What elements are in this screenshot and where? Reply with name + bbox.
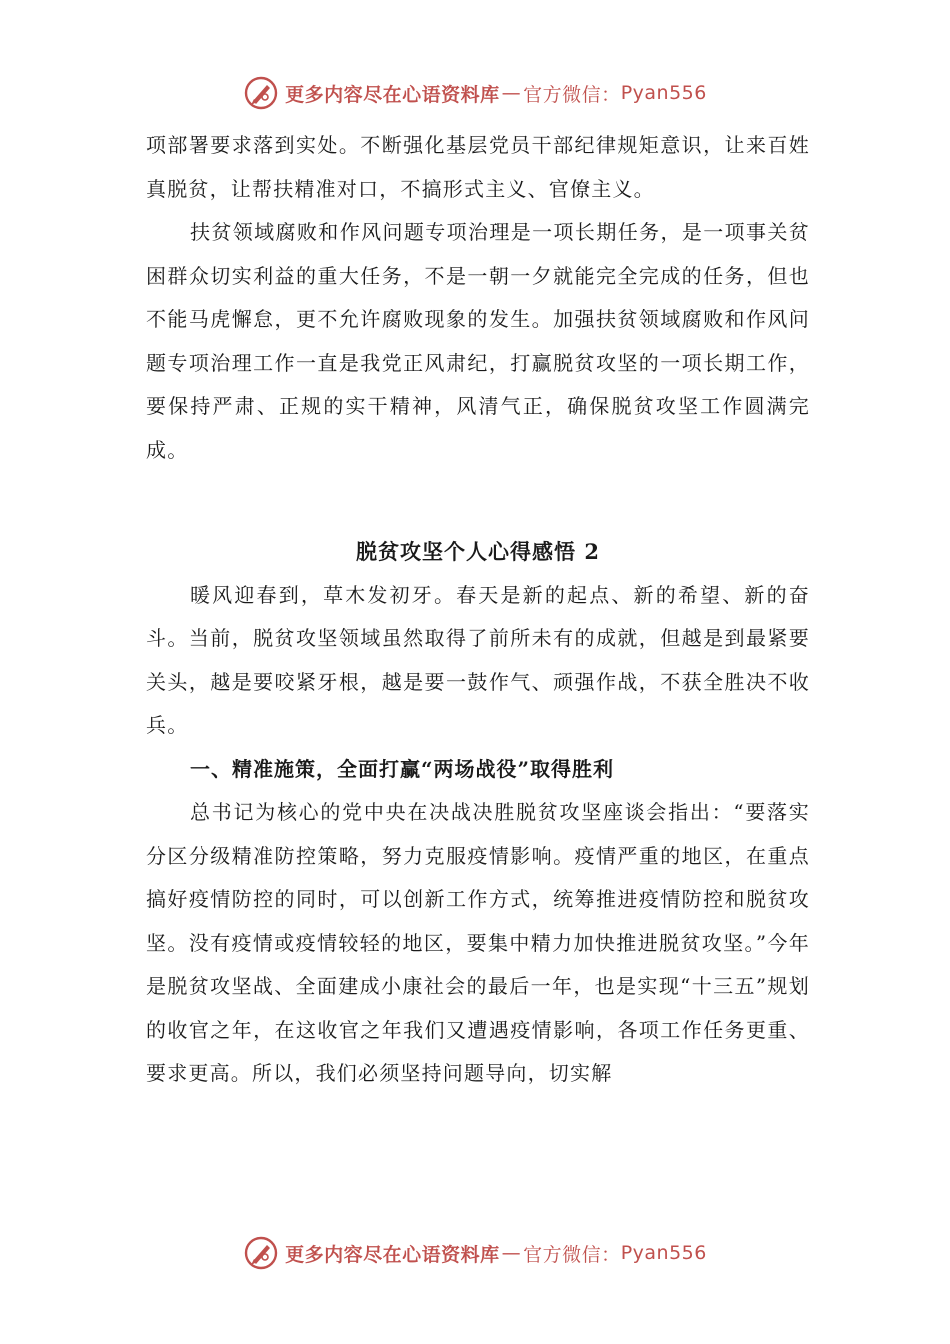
section-title: 脱贫攻坚个人心得感悟 2 xyxy=(356,539,600,564)
watermark-contact-id: Pyan556 xyxy=(620,1242,707,1264)
watermark-main-text: 更多内容尽在心语资料库 xyxy=(285,83,500,106)
pen-seal-logo-icon xyxy=(243,75,279,111)
subheading-precise-policy: 一、精准施策，全面打赢“两场战役”取得胜利 xyxy=(190,756,615,781)
footer-watermark xyxy=(0,1233,950,1273)
paragraph-governance: 扶贫领域腐败和作风问题专项治理是一项长期任务，是一项事关贫困群众切实利益的重大任务，不是一朝一夕就能完全完成的任务，但也不能马虎懈怠，更不允许腐败现象的发生。加强扶贫领域腐败和作风问题专项治理工作一直是我党正风肃纪，打赢脱贫攻坚的一项长期工作，要保持严肃、正规的实干精神，风清气正，确保脱贫攻坚工作圆满完成。 xyxy=(146,220,810,462)
paragraph-continuation: 项部署要求落到实处。不断强化基层党员干部纪律规矩意识，让来百姓真脱贫，让帮扶精准对口，不搞形式主义、官僚主义。 xyxy=(146,133,810,201)
watermark-separator: — xyxy=(501,82,522,104)
paragraph-meeting: 总书记为核心的党中央在决战决胜脱贫攻坚座谈会指出：“要落实分区分级精准防控策略，努力克服疫情影响。疫情严重的地区，在重点搞好疫情防控的同时，可以创新工作方式，统筹推进疫情防控和脱贫攻坚。没有疫情或疫情较轻的地区，要集中精力加快推进脱贫攻坚。”今年是脱贫攻坚战、全面建成小康社会的最后一年，也是实现“十三五”规划的收官之年，在这收官之年我们又遭遇疫情影响，各项工作任务更重、要求更高。所以，我们必须坚持问题导向，切实解 xyxy=(146,800,810,1085)
document-body xyxy=(146,124,810,1096)
watermark-contact-label: 官方微信： xyxy=(523,83,621,106)
watermark-main-text: 更多内容尽在心语资料库 xyxy=(285,1243,500,1266)
paragraph-spring: 暖风迎春到，草木发初牙。春天是新的起点、新的希望、新的奋斗。当前，脱贫攻坚领域虽然取得了前所未有的成就，但越是到最紧要关头，越是要咬紧牙根，越是要一鼓作气、顽强作战，不获全胜决不收兵。 xyxy=(146,582,810,737)
header-watermark xyxy=(0,73,950,113)
watermark-contact-id: Pyan556 xyxy=(620,82,707,104)
watermark-contact-label: 官方微信： xyxy=(523,1243,621,1266)
pen-seal-logo-icon xyxy=(243,1235,279,1271)
watermark-separator: — xyxy=(501,1242,522,1264)
